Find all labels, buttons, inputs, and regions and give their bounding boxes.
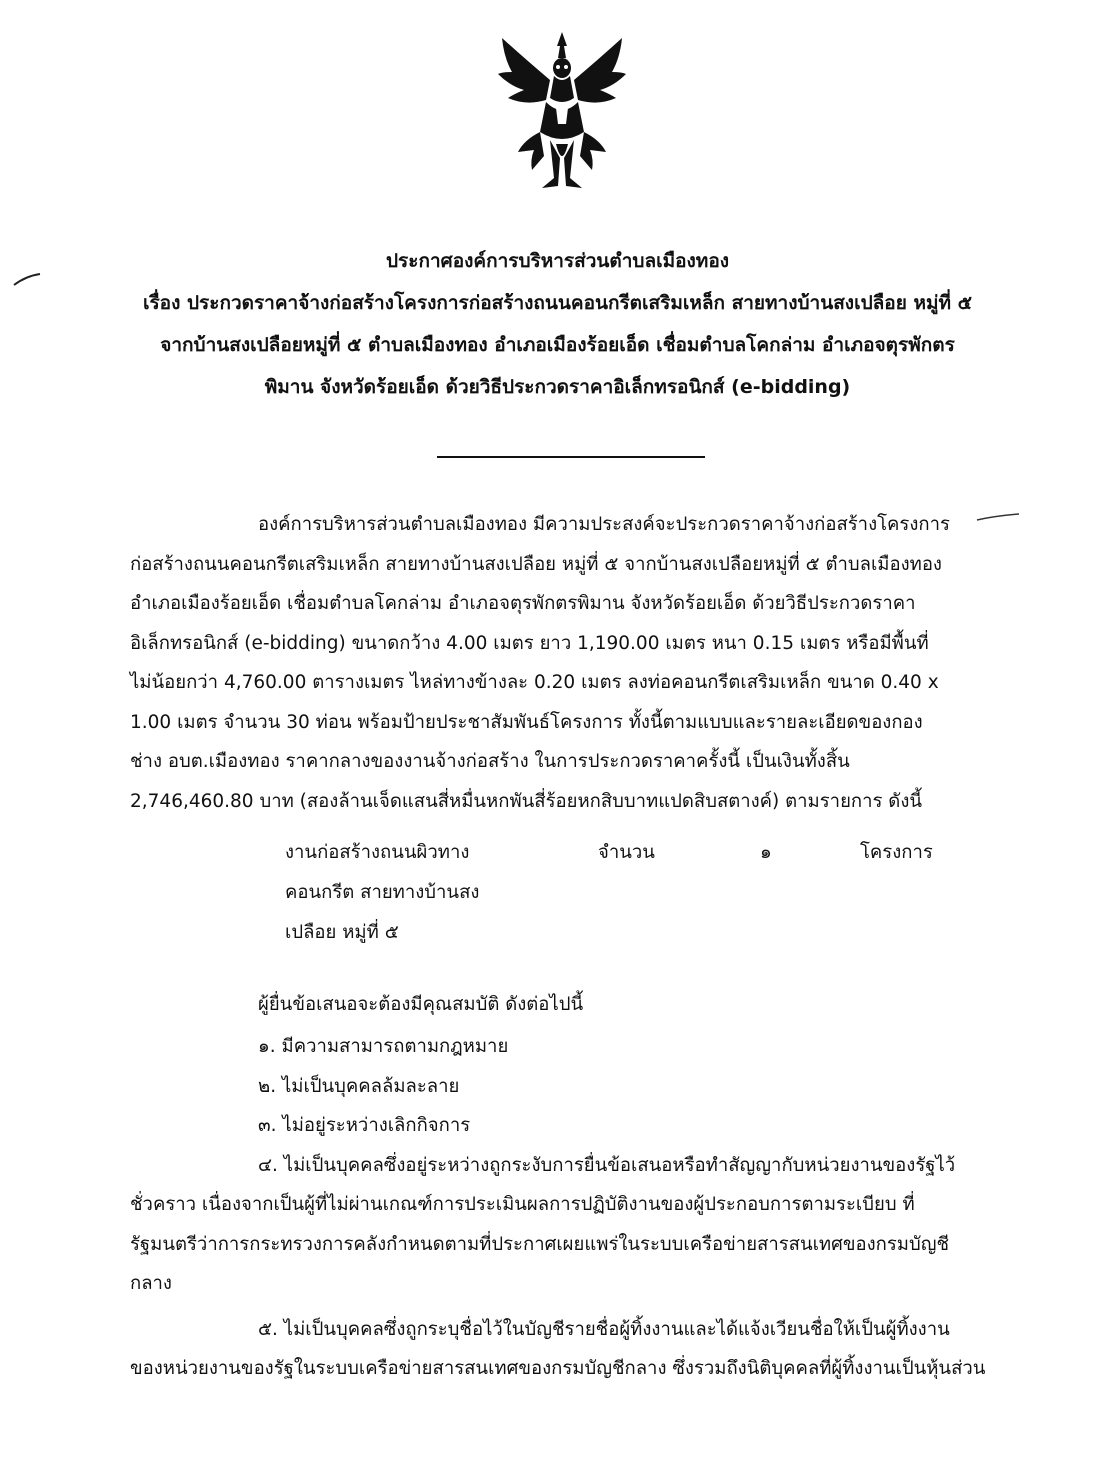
title-divider <box>437 456 705 458</box>
body-line: อิเล็กทรอนิกส์ (e-bidding) ขนาดกว้าง 4.00 เมตร ยาว 1,190.00 เมตร หนา 0.15 เมตร หรือมีพื้นที่ <box>130 632 929 654</box>
body-line: 1.00 เมตร จำนวน 30 ท่อน พร้อมป้ายประชาสัมพันธ์โครงการ ทั้งนี้ตามแบบและรายละเอียดของกอง <box>130 711 923 733</box>
qualification-item-4-line: ชั่วคราว เนื่องจากเป็นผู้ที่ไม่ผ่านเกณฑ์การประเมินผลการปฏิบัติงานของผู้ประกอบการตามระเบียบ ที่ <box>130 1194 915 1215</box>
scan-mark-right <box>975 512 1021 524</box>
qualifications-list <box>130 1027 1010 1389</box>
qualification-item-4-line: ๔. ไม่เป็นบุคคลซึ่งอยู่ระหว่างถูกระงับการยื่นข้อเสนอหรือทำสัญญากับหน่วยงานของรัฐไว้ <box>258 1154 956 1176</box>
work-item-qty-label: จำนวน <box>598 842 655 863</box>
scan-mark-left <box>12 272 42 288</box>
qualification-item-5-line: ๕. ไม่เป็นบุคคลซึ่งถูกระบุชื่อไว้ในบัญชีรายชื่อผู้ทิ้งงานและได้แจ้งเวียนชื่อให้เป็นผู้ทิ้งงาน <box>258 1318 950 1340</box>
title-line-3: จากบ้านสงเปลือยหมู่ที่ ๕ ตำบลเมืองทอง อำเภอเมืองร้อยเอ็ด เชื่อมตำบลโคกล่าม อำเภอจตุรพักตร <box>160 334 955 356</box>
body-line: อำเภอเมืองร้อยเอ็ด เชื่อมตำบลโคกล่าม อำเภอจตุรพักตรพิมาน จังหวัดร้อยเอ็ด ด้วยวิธีประกวดราคา <box>130 593 916 614</box>
qualification-item-5-line: ของหน่วยงานของรัฐในระบบเครือข่ายสารสนเทศของกรมบัญชีกลาง ซึ่งรวมถึงนิติบุคคลที่ผู้ทิ้งงานเป็นหุ้นส่วน <box>130 1358 986 1379</box>
work-item-name <box>285 833 545 953</box>
body-paragraph <box>130 505 990 821</box>
work-item-name-line: เปลือย หมู่ที่ ๕ <box>285 922 399 943</box>
qualification-item-4-line: รัฐมนตรีว่าการกระทรวงการคลังกำหนดตามที่ประกาศเผยแพร่ในระบบเครือข่ายสารสนเทศของกรมบัญชี <box>130 1233 950 1255</box>
body-line: ไม่น้อยกว่า 4,760.00 ตารางเมตร ไหล่ทางข้างละ 0.20 เมตร ลงท่อคอนกรีตเสริมเหล็ก ขนาด 0.40 x <box>130 672 939 693</box>
qualifications-heading: ผู้ยื่นข้อเสนอจะต้องมีคุณสมบัติ ดังต่อไปนี้ <box>258 994 584 1015</box>
qualification-item: ๒. ไม่เป็นบุคคลล้มละลาย <box>258 1075 460 1097</box>
title-line-1: ประกาศองค์การบริหารส่วนตำบลเมืองทอง <box>385 250 730 272</box>
work-item-qty: ๑ <box>760 842 772 863</box>
body-line: ก่อสร้างถนนคอนกรีตเสริมเหล็ก สายทางบ้านสงเปลือย หมู่ที่ ๕ จากบ้านสงเปลือยหมู่ที่ ๕ ตำบลเมืองทอง <box>130 553 942 575</box>
work-item-name-line: งานก่อสร้างถนนผิวทาง <box>285 842 470 863</box>
title-line-4: พิมาน จังหวัดร้อยเอ็ด ด้วยวิธีประกวดราคาอิเล็กทรอนิกส์ (e-bidding) <box>264 376 851 398</box>
body-line: 2,746,460.80 บาท (สองล้านเจ็ดแสนสี่หมื่นหกพันสี่ร้อยหกสิบบาทแปดสิบสตางค์) ตามรายการ ดังนี้ <box>130 790 923 812</box>
qualification-item-4-line: กลาง <box>130 1273 172 1294</box>
garuda-emblem-icon <box>494 28 630 194</box>
body-line: ช่าง อบต.เมืองทอง ราคากลางของงานจ้างก่อสร้าง ในการประกวดราคาครั้งนี้ เป็นเงินทั้งสิ้น <box>130 751 850 772</box>
qualification-item: ๓. ไม่อยู่ระหว่างเลิกกิจการ <box>258 1115 471 1136</box>
work-item-unit: โครงการ <box>860 842 933 863</box>
body-line: องค์การบริหารส่วนตำบลเมืองทอง มีความประสงค์จะประกวดราคาจ้างก่อสร้างโครงการ <box>258 514 950 535</box>
announcement-title <box>60 240 1055 408</box>
qualification-item: ๑. มีความสามารถตามกฎหมาย <box>258 1036 509 1057</box>
work-item-name-line: คอนกรีต สายทางบ้านสง <box>285 882 480 903</box>
title-line-2: เรื่อง ประกวดราคาจ้างก่อสร้างโครงการก่อสร้างถนนคอนกรีตเสริมเหล็ก สายทางบ้านสงเปลือย หมู่ที่ ๕ <box>142 292 973 314</box>
